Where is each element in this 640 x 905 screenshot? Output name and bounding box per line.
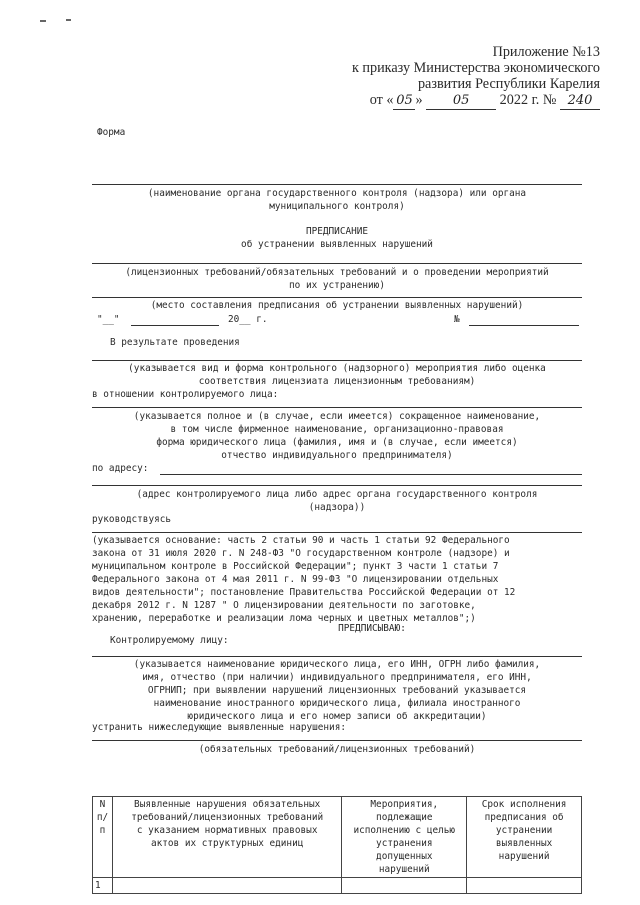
header-line: требований/лицензионных требований (131, 812, 324, 823)
license-line (92, 263, 582, 264)
form-label: Форма (97, 127, 126, 138)
caption-line: (указывается вид и форма контрольного (надзорного) мероприятия либо оценка (128, 363, 546, 374)
caption-line: (указывается полное и (в случае, если имеется) сокращенное наименование, (133, 411, 541, 422)
caption-line: закона от 31 июля 2020 г. N 248-ФЗ "О государственном контроле (надзоре) и (92, 548, 510, 559)
table-cell (112, 878, 341, 894)
caption-line: Федерального закона от 4 мая 2011 г. N 99-ФЗ "О лицензировании отдельных (92, 574, 499, 585)
basis-line (92, 532, 582, 533)
organ-caption (92, 187, 582, 213)
header-cell-violations (112, 797, 341, 878)
caption-line: (лицензионных требований/обязательных требований и о проведении мероприятий (125, 267, 549, 278)
caption-line: (указывается наименование юридического лица, его ИНН, ОГРН либо фамилия, (133, 659, 541, 670)
caption-line: имя, отчество (при наличии) индивидуального предпринимателя, его ИНН, (142, 672, 532, 683)
entity-line (92, 407, 582, 408)
scan-mark (40, 20, 46, 22)
number-blank (469, 325, 579, 326)
caption-line: муниципальном контроле в Российской Федерации"; пункт 3 части 1 статьи 7 (92, 561, 499, 572)
header-cell-deadline (467, 797, 582, 878)
caption-line: видов деятельности"; постановление Правительства Российской Федерации от 12 (92, 587, 516, 598)
violations-table (92, 796, 582, 894)
header-line: с указанием нормативных правовых (136, 825, 318, 836)
header-line: N (99, 799, 106, 810)
appendix-order-line: к приказу Министерства экономического (351, 60, 600, 76)
license-caption (92, 266, 582, 292)
date-quote: "__" (97, 314, 120, 325)
header-line: нарушений (378, 864, 430, 875)
entity-caption (92, 410, 582, 462)
appendix-date-line (352, 92, 600, 110)
person-caption (92, 658, 582, 723)
prescribe-heading: ПРЕДПИСЫВАЮ: (338, 623, 406, 634)
title-main: ПРЕДПИСАНИЕ (305, 226, 369, 237)
header-line: подлежащие (376, 812, 433, 823)
person-line (92, 656, 582, 657)
basis-caption (92, 534, 582, 625)
event-caption (92, 362, 582, 388)
header-cell-measures (342, 797, 467, 878)
caption-line: декабря 2012 г. N 1287 " О лицензировании деятельности по заготовке, (92, 600, 476, 611)
address-label: по адресу: (92, 463, 149, 474)
caption-line: (наименование органа государственного контроля (надзора) или органа (147, 188, 527, 199)
header-line: выявленных (495, 838, 553, 849)
caption-line: ОГРНИП; при выявлении нарушений лицензионных требований указывается (147, 685, 527, 696)
header-line: исполнению с целью (353, 825, 456, 836)
address-caption (92, 488, 582, 514)
caption-line: юридического лица и его номер записи об аккредитации) (187, 711, 487, 722)
date-prefix: от « (369, 92, 394, 108)
caption-line: отчество индивидуального предпринимателя) (221, 450, 453, 461)
table-cell: 1 (93, 878, 113, 894)
caption-line: в том числе фирменное наименование, организационно-правовая (170, 424, 504, 435)
organ-name-line (92, 184, 582, 185)
place-line (92, 297, 582, 298)
header-line: допущенных (376, 851, 433, 862)
table-row (93, 878, 582, 894)
header-line: п/п (96, 812, 109, 836)
date-line (97, 313, 582, 327)
caption-line: соответствия лицензиата лицензионным требованиям) (198, 376, 476, 387)
requirements-line (92, 740, 582, 741)
title-sub: об устранении выявленных нарушений (241, 239, 433, 250)
header-line: нарушений (498, 851, 550, 862)
caption-line: форма юридического лица (фамилия, имя и (в случае, если имеется) (156, 437, 518, 448)
header-line: Срок исполнения (481, 799, 567, 810)
table-cell (467, 878, 582, 894)
caption-line: по их устранению) (289, 280, 385, 291)
header-line: устранении (495, 825, 553, 836)
table-cell (342, 878, 467, 894)
date-month-handwritten: 05 (426, 93, 496, 110)
order-number-handwritten: 240 (560, 93, 600, 110)
header-line: Мероприятия, (370, 799, 439, 810)
header-line: устранения (376, 838, 433, 849)
caption-line: (надзора)) (308, 502, 366, 513)
caption-line: хранению, переработке и реализации лома черных и цветных металлов";) (92, 613, 476, 624)
date-day-handwritten: 05 (393, 93, 415, 110)
caption-line: муниципального контроля) (269, 201, 405, 212)
date-year-text: 20__ г. (228, 314, 268, 325)
header-line: актов их структурных единиц (150, 838, 304, 849)
date-year: 2022 г. № (499, 92, 557, 108)
date-month-blank (131, 325, 219, 326)
event-line (92, 360, 582, 361)
controlled-label: Контролируемому лицу: (110, 635, 229, 646)
appendix-ministry-line: развития Республики Карелия (417, 76, 600, 92)
address-line (160, 474, 582, 475)
header-line: Выявленные нарушения обязательных (134, 799, 321, 810)
header-line: предписания об (484, 812, 564, 823)
guided-text: руководствуясь (92, 514, 172, 525)
document-title (92, 225, 582, 251)
table-header-row (93, 797, 582, 878)
requirements-caption: (обязательных требований/лицензионных требований) (198, 744, 476, 755)
header-cell-number (93, 797, 113, 878)
date-mid: » (415, 92, 423, 108)
scan-mark (66, 19, 71, 21)
caption-line: (адрес контролируемого лица либо адрес органа государственного контроля (136, 489, 538, 500)
eliminate-text: устранить нижеследующие выявленные нарушения: (92, 722, 346, 733)
regarding-text: в отношении контролируемого лица: (92, 389, 279, 400)
place-caption: (место составления предписания об устранении выявленных нарушений) (150, 300, 524, 311)
number-sign: № (454, 314, 460, 325)
appendix-header (352, 44, 600, 110)
appendix-number: Приложение №13 (492, 44, 600, 60)
caption-line: наименование иностранного юридического лица, филиала иностранного (153, 698, 521, 709)
caption-line: (указывается основание: часть 2 статьи 90 и часть 1 статьи 92 Федерального (92, 535, 510, 546)
result-text: В результате проведения (110, 337, 240, 348)
address-line-2 (92, 485, 582, 486)
